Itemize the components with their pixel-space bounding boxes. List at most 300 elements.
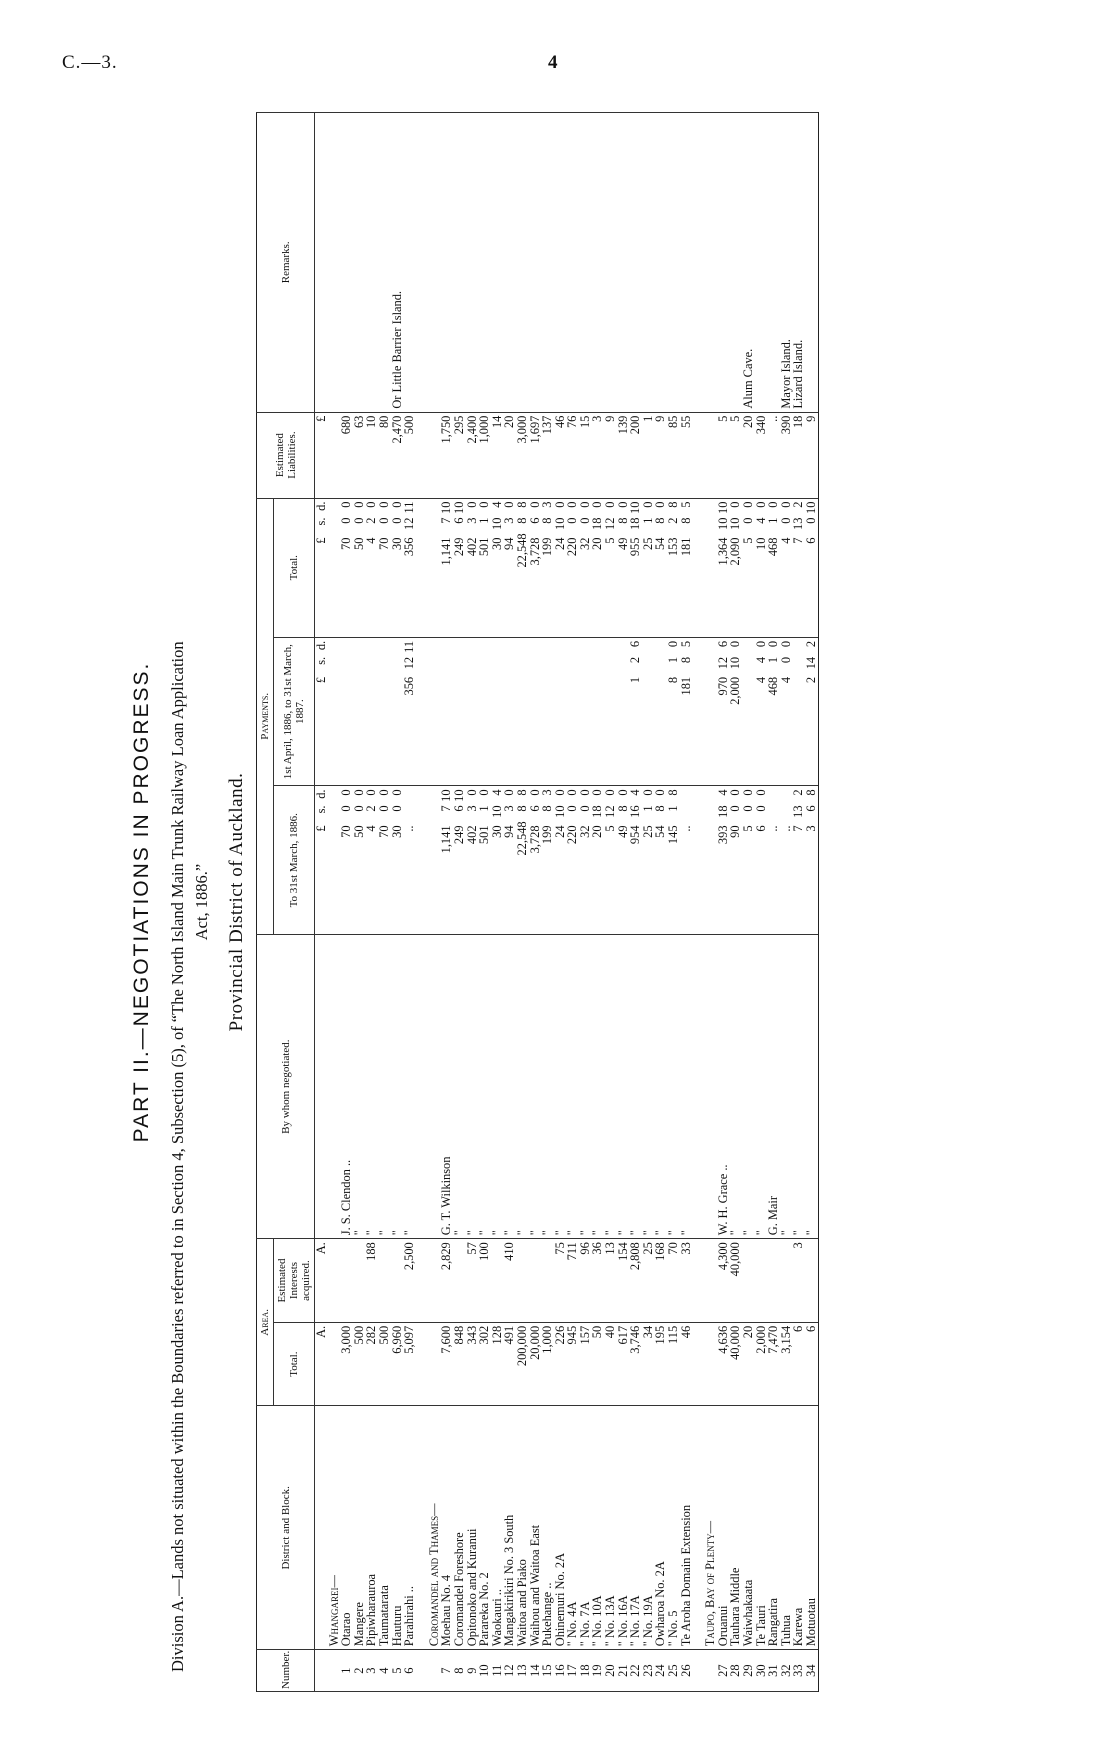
block-label: Hauturu: [389, 1605, 404, 1647]
row-number: 5: [391, 1650, 404, 1692]
estimated-liability: 20: [742, 412, 755, 498]
amount-pound: 30: [389, 537, 404, 550]
amount-pence: 0: [364, 501, 379, 508]
unit-lsd: £s.d.: [315, 637, 328, 786]
area-total: 500: [353, 1322, 366, 1406]
payment-1886-1887: [642, 637, 655, 786]
block-label: " No. 10A: [590, 1595, 605, 1647]
amount-pound: 468: [766, 537, 781, 557]
table-row: [566, 113, 579, 1692]
amount-shilling: 1: [640, 805, 655, 812]
table-row: [466, 113, 479, 1692]
payment-to-1886: [516, 786, 529, 935]
amount-pound: 220: [565, 825, 580, 845]
row-number: 25: [667, 1650, 680, 1692]
section-title-row: [704, 113, 717, 1692]
amount-shilling: 4: [753, 517, 768, 524]
area-total: 2,000: [755, 1322, 768, 1406]
estimated-liability: 1,000: [478, 412, 491, 498]
negotiator: J. S. Clendon ..: [340, 935, 353, 1239]
amount-shilling: 0: [778, 517, 793, 524]
table-body: [315, 113, 819, 1692]
amount-shilling: 10: [489, 805, 504, 818]
area-estimated: 2,500: [403, 1239, 416, 1323]
amount-shilling: 0: [565, 805, 580, 812]
table-row: [629, 113, 642, 1692]
remarks: [491, 113, 504, 413]
amount-pence: 6: [628, 640, 643, 648]
amount-shilling: 1: [640, 517, 655, 524]
area-estimated: 711: [566, 1239, 579, 1323]
amount-shilling: 0: [778, 656, 793, 664]
block-label: Owharoa No. 2A: [653, 1561, 668, 1647]
amount-pound: 22,548: [514, 821, 529, 856]
section-title: Whangarei—: [328, 1406, 341, 1650]
amount-shilling: 13: [791, 517, 806, 530]
row-number: 20: [604, 1650, 617, 1692]
amount-pence: 10: [439, 789, 454, 802]
header-area-total: Total.: [274, 1322, 315, 1406]
amount-pound: 393: [715, 825, 730, 845]
negotiator: W. H. Grace ..: [717, 935, 730, 1239]
estimated-liability: 680: [340, 412, 353, 498]
header-pay-total: Total.: [274, 498, 315, 637]
estimated-liability: 390: [780, 412, 793, 498]
estimated-liability: 137: [541, 412, 554, 498]
amount-pence: 6: [715, 640, 730, 648]
row-number: 28: [729, 1650, 742, 1692]
negotiator: ": [805, 935, 818, 1239]
amount-shilling: 0: [339, 805, 354, 812]
amount-pence: 0: [577, 789, 592, 796]
remarks: [591, 113, 604, 413]
row-number: 21: [617, 1650, 630, 1692]
remarks: [340, 113, 353, 413]
block-label: Tuhua: [778, 1615, 793, 1647]
area-total: 20: [742, 1322, 755, 1406]
amount-shilling: 1: [477, 805, 492, 812]
table-row: [767, 113, 780, 1692]
table-row: [755, 113, 768, 1692]
negotiator: ": [617, 935, 630, 1239]
amount-pence: 0: [502, 789, 517, 796]
negotiator: ": [566, 935, 579, 1239]
amount-pound: 32: [577, 825, 592, 838]
negotiator: ": [591, 935, 604, 1239]
amount-pound: 4: [778, 676, 793, 684]
area-total: 128: [491, 1322, 504, 1406]
payment-to-1886: [340, 786, 353, 935]
negotiator: ": [365, 935, 378, 1239]
negotiator: ": [466, 935, 479, 1239]
table-row: [792, 113, 805, 1692]
negotiator: ": [529, 935, 542, 1239]
amount-pound: 30: [489, 537, 504, 550]
estimated-liability: 9: [805, 412, 818, 498]
negotiator: ": [516, 935, 529, 1239]
remarks: [680, 113, 693, 413]
amount-shilling: 0: [728, 805, 743, 812]
negotiator: ": [353, 935, 366, 1239]
amount-pound: 22,548: [514, 533, 529, 568]
table-row: [680, 113, 693, 1692]
negotiator: ": [642, 935, 655, 1239]
block-name: [403, 1406, 416, 1650]
payment-1886-1887: [729, 637, 742, 786]
remarks: Or Little Barrier Island.: [391, 113, 404, 413]
estimated-liability: 63: [353, 412, 366, 498]
payment-total: [767, 498, 780, 637]
division-heading: Division A.—Lands not situated within the Boundaries referred to in Section 4, Subsection (5), of “The North Island Main Trunk Railway Loan Application: [168, 641, 187, 1672]
amount-shilling: 8: [678, 656, 693, 664]
amount-pence: 0: [590, 501, 605, 508]
table-row: [529, 113, 542, 1692]
row-number: 3: [365, 1650, 378, 1692]
amount-pound: 249: [451, 537, 466, 557]
page-number: 4: [548, 52, 559, 73]
amount-pound: 153: [666, 537, 681, 557]
amount-pence: 0: [728, 640, 743, 648]
amount-shilling: 8: [514, 805, 529, 812]
estimated-liability: 9: [604, 412, 617, 498]
negotiator: ": [554, 935, 567, 1239]
amount-pence: 5: [678, 640, 693, 648]
payment-1886-1887: [378, 637, 391, 786]
row-number: 12: [503, 1650, 516, 1692]
amount-pence: 3: [540, 501, 555, 508]
amount-shilling: 3: [502, 805, 517, 812]
amount-pence: 11: [402, 501, 417, 514]
section-title-row: [428, 113, 441, 1692]
amount-shilling: 6: [451, 805, 466, 812]
header-area: Area.: [257, 1239, 274, 1406]
area-total: 282: [365, 1322, 378, 1406]
payment-1886-1887: [591, 637, 604, 786]
area-estimated: 57: [466, 1239, 479, 1323]
estimated-liability: 85: [667, 412, 680, 498]
block-label: " No. 5: [666, 1610, 681, 1647]
amount-shilling: 18: [715, 805, 730, 818]
negotiator: G. Mair: [767, 935, 780, 1239]
amount-pence: 0: [351, 501, 366, 508]
estimated-liability: 55: [680, 412, 693, 498]
amount-shilling: 3: [502, 517, 517, 524]
payment-1886-1887: [340, 637, 353, 786]
negotiator: ": [541, 935, 554, 1239]
remarks: [654, 113, 667, 413]
amount-shilling: 12: [402, 656, 417, 670]
payment-1886-1887: [478, 637, 491, 786]
row-number: 1: [340, 1650, 353, 1692]
amount-pound: 8: [666, 676, 681, 684]
area-total: 343: [466, 1322, 479, 1406]
amount-pound: 145: [666, 825, 681, 845]
amount-shilling: 0: [741, 805, 755, 812]
estimated-liability: 500: [403, 412, 416, 498]
amount-pence: 4: [489, 789, 504, 796]
amount-pound: 199: [540, 825, 555, 845]
rotated-landscape-page: [130, 112, 1050, 1692]
amount-pound: 70: [376, 537, 391, 550]
amount-pence: 0: [477, 789, 492, 796]
remarks: [805, 113, 818, 413]
amount-pound: 32: [577, 537, 592, 550]
header-pay-1886-1887: 1st April, 1886, to 31st March, 1887.: [274, 637, 315, 786]
area-estimated: [742, 1239, 755, 1323]
table-row: [340, 113, 353, 1692]
row-number: 26: [680, 1650, 693, 1692]
amount-shilling: 8: [514, 517, 529, 524]
amount-pound: 50: [351, 537, 366, 550]
block-label: Rangatira: [766, 1598, 781, 1647]
amount-pound: ..: [766, 825, 781, 832]
amount-pound: 50: [351, 825, 366, 838]
amount-pence: 0: [351, 789, 366, 796]
negotiator: ": [792, 935, 805, 1239]
area-estimated: 410: [503, 1239, 516, 1323]
estimated-liability: 1,697: [529, 412, 542, 498]
amount-pence: 0: [577, 501, 592, 508]
amount-shilling: 12: [603, 517, 618, 530]
block-label: Ohinemuri No. 2A: [552, 1552, 567, 1647]
table-row: [591, 113, 604, 1692]
block-label: Waiwhakaata: [741, 1579, 755, 1647]
amount-pound: 402: [464, 825, 479, 845]
amount-pound: 6: [803, 537, 818, 544]
amount-pound: 94: [502, 825, 517, 838]
remarks: [440, 113, 453, 413]
area-estimated: 168: [654, 1239, 667, 1323]
estimated-liability: 15: [579, 412, 592, 498]
table-row: [391, 113, 404, 1692]
negotiator: ": [453, 935, 466, 1239]
negotiator: ": [378, 935, 391, 1239]
payment-total: [541, 498, 554, 637]
amount-shilling: 12: [715, 656, 730, 670]
negotiator: ": [604, 935, 617, 1239]
area-estimated: 13: [604, 1239, 617, 1323]
table-row: [516, 113, 529, 1692]
document-code: C.—3.: [62, 52, 118, 73]
estimated-liability: 20: [503, 412, 516, 498]
amount-pence: 0: [640, 501, 655, 508]
amount-pound: 2: [803, 676, 818, 684]
amount-pound: 25: [640, 825, 655, 838]
row-number: 4: [378, 1650, 391, 1692]
remarks: [365, 113, 378, 413]
amount-pence: 8: [666, 789, 681, 796]
block-label: Mangere: [351, 1602, 366, 1647]
table-row: [554, 113, 567, 1692]
amount-pence: 0: [778, 640, 793, 648]
block-label: " No. 7A: [577, 1601, 592, 1647]
amount-pound: 6: [753, 825, 768, 832]
payment-1886-1887: [491, 637, 504, 786]
remarks: Mayor Island.: [780, 113, 793, 413]
amount-shilling: 0: [753, 805, 768, 812]
area-estimated: 2,808: [629, 1239, 642, 1323]
remarks: [378, 113, 391, 413]
amount-pound: 49: [615, 537, 630, 550]
payment-to-1886: [541, 786, 554, 935]
table-row: [541, 113, 554, 1692]
amount-shilling: 0: [389, 805, 404, 812]
negotiator: ": [403, 935, 416, 1239]
area-total: 6: [792, 1322, 805, 1406]
amount-pence: 0: [728, 789, 743, 796]
amount-pound: 30: [489, 825, 504, 838]
row-number: 32: [780, 1650, 793, 1692]
payment-1886-1887: [541, 637, 554, 786]
remarks: [667, 113, 680, 413]
payment-to-1886: [767, 786, 780, 935]
area-estimated: [805, 1239, 818, 1323]
amount-pence: 0: [653, 501, 668, 508]
payment-to-1886: [680, 786, 693, 935]
row-number: 18: [579, 1650, 592, 1692]
amount-pence: 10: [803, 501, 818, 514]
negotiator: ": [742, 935, 755, 1239]
area-total: 491: [503, 1322, 516, 1406]
row-number: 14: [529, 1650, 542, 1692]
estimated-liability: 340: [755, 412, 768, 498]
province-heading: Provincial District of Auckland.: [226, 772, 247, 1032]
amount-pound: 955: [628, 537, 643, 557]
area-estimated: 188: [365, 1239, 378, 1323]
amount-shilling: 13: [791, 805, 806, 818]
amount-shilling: 10: [728, 656, 743, 670]
amount-pence: 0: [527, 789, 542, 796]
remarks: [516, 113, 529, 413]
header-pay-to-1886: To 31st March, 1886.: [274, 786, 315, 935]
amount-shilling: 1: [666, 805, 681, 812]
amount-shilling: 10: [489, 517, 504, 530]
area-total: 7,470: [767, 1322, 780, 1406]
area-estimated: 2,829: [440, 1239, 453, 1323]
area-estimated: 70: [667, 1239, 680, 1323]
area-total: 500: [378, 1322, 391, 1406]
amount-pence: 11: [402, 640, 417, 653]
amount-pound: 199: [540, 537, 555, 557]
estimated-liability: 9: [654, 412, 667, 498]
block-label: Parareka No. 2: [477, 1572, 492, 1647]
block-label: Waokauri ..: [489, 1589, 504, 1647]
amount-pound: 2,090: [728, 537, 743, 566]
estimated-liability: 10: [365, 412, 378, 498]
table-row: [491, 113, 504, 1692]
amount-pence: 10: [439, 501, 454, 514]
amount-pence: 0: [653, 789, 668, 796]
table-header-row: [257, 113, 274, 1692]
amount-shilling: 4: [753, 656, 768, 664]
block-label: Mangakirikiri No. 3 South: [502, 1514, 517, 1647]
amount-pound: ..: [678, 825, 693, 832]
row-number: 10: [478, 1650, 491, 1692]
remarks: [503, 113, 516, 413]
payment-to-1886: [566, 786, 579, 935]
area-total: 40,000: [729, 1322, 742, 1406]
amount-pence: 4: [489, 501, 504, 508]
payment-1886-1887: [680, 637, 693, 786]
block-label: Karewa: [791, 1607, 806, 1647]
amount-shilling: 8: [678, 517, 693, 524]
row-number: 27: [717, 1650, 730, 1692]
amount-shilling: 0: [339, 517, 354, 524]
amount-shilling: 0: [389, 517, 404, 524]
payment-1886-1887: [742, 637, 755, 786]
estimated-liability: 139: [617, 412, 630, 498]
amount-shilling: 6: [803, 805, 818, 812]
block-label: " No. 4A: [565, 1601, 580, 1647]
amount-pound: 501: [477, 825, 492, 845]
amount-pound: 4: [753, 676, 768, 684]
block-label: Taumatarata: [376, 1585, 391, 1647]
area-estimated: [516, 1239, 529, 1323]
row-number: 13: [516, 1650, 529, 1692]
area-total: 4,636: [717, 1322, 730, 1406]
payment-1886-1887: [767, 637, 780, 786]
area-total: 3,746: [629, 1322, 642, 1406]
amount-pound: 25: [640, 537, 655, 550]
remarks: [717, 113, 730, 413]
block-label: Opitonoko and Kuranui: [464, 1528, 479, 1647]
payment-1886-1887: [453, 637, 466, 786]
section-title: Coromandel and Thames—: [428, 1406, 441, 1650]
payment-total: [566, 498, 579, 637]
amount-shilling: 0: [351, 805, 366, 812]
table-row: [805, 113, 818, 1692]
payment-to-1886: [403, 786, 416, 935]
area-estimated: 40,000: [729, 1239, 742, 1323]
block-label: Otarao: [339, 1612, 354, 1647]
area-estimated: [767, 1239, 780, 1323]
row-number: 17: [566, 1650, 579, 1692]
row-number: 23: [642, 1650, 655, 1692]
amount-pence: 0: [376, 789, 391, 796]
section-gap: [416, 113, 428, 1692]
amount-pound: ..: [778, 825, 793, 832]
area-total: 50: [591, 1322, 604, 1406]
payment-total: [805, 498, 818, 637]
section-title: Taupo, Bay of Plenty—: [704, 1406, 717, 1650]
area-estimated: [529, 1239, 542, 1323]
payment-1886-1887: [554, 637, 567, 786]
area-total: 7,600: [440, 1322, 453, 1406]
payment-1886-1887: [566, 637, 579, 786]
units-row: [315, 113, 328, 1692]
area-total: 302: [478, 1322, 491, 1406]
negotiator: ": [391, 935, 404, 1239]
table-row: [453, 113, 466, 1692]
payment-to-1886: [478, 786, 491, 935]
amount-pound: 24: [552, 825, 567, 838]
amount-pence: 0: [640, 789, 655, 796]
payment-total: [680, 498, 693, 637]
amount-pence: 0: [753, 640, 768, 648]
amount-pound: 181: [678, 676, 693, 696]
amount-pound: 7: [791, 537, 806, 544]
estimated-liability: 295: [453, 412, 466, 498]
amount-pound: 970: [715, 676, 730, 696]
amount-pence: 0: [565, 501, 580, 508]
amount-shilling: 2: [666, 517, 681, 524]
payment-to-1886: [667, 786, 680, 935]
amount-pound: 1,141: [439, 825, 454, 854]
area-estimated: [378, 1239, 391, 1323]
header-liabilities: Estimated Liabilities.: [257, 412, 315, 498]
payment-to-1886: [391, 786, 404, 935]
amount-pound: 30: [389, 825, 404, 838]
